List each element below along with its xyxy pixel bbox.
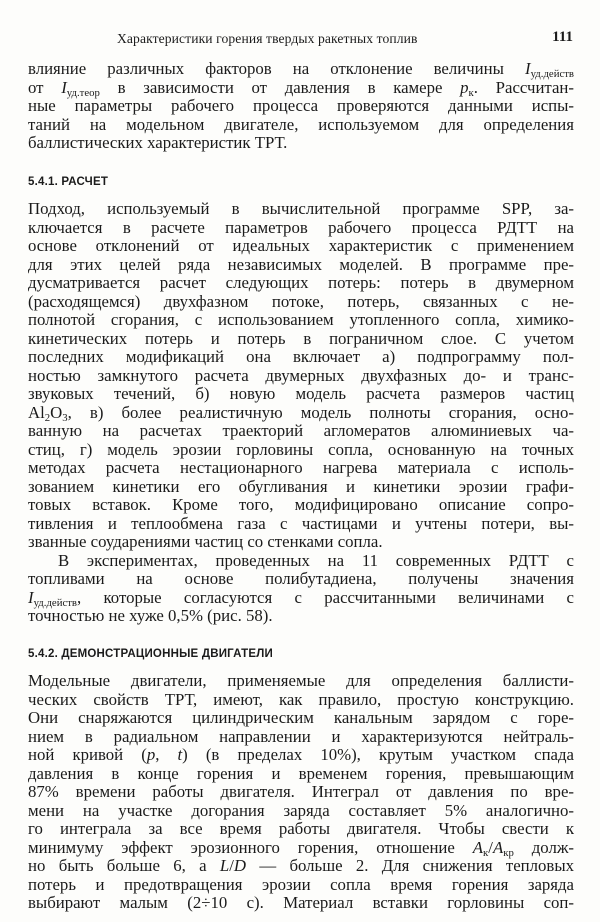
text-run: /	[229, 856, 234, 875]
text-run: баллистических характеристик ТРТ.	[28, 133, 288, 152]
page-number: 111	[552, 29, 573, 45]
math-symbol: I	[61, 77, 67, 97]
text-run: ные параметры рабочего процесса проверяются данными испы-	[28, 96, 574, 115]
text-line	[28, 691, 574, 710]
text-line	[28, 348, 574, 367]
text-run: но быть больше 6, а	[28, 856, 220, 875]
text-line	[28, 116, 574, 135]
text-run: топливами на основе полибутадиена, получены значения	[28, 569, 574, 588]
subscript: 2	[44, 411, 51, 424]
paragraph	[28, 672, 574, 913]
text-run: /	[488, 837, 493, 857]
math-symbol: p	[460, 77, 469, 97]
text-line	[28, 589, 574, 608]
text-line	[28, 385, 574, 404]
math-symbol: A	[472, 837, 484, 857]
text-line	[28, 478, 574, 497]
text-run: методах расчета нестационарного нагрева материала с исполь-	[28, 458, 574, 477]
text-line	[28, 459, 574, 478]
math-symbol: p	[146, 745, 156, 764]
text-line	[28, 783, 574, 802]
text-line	[28, 820, 574, 839]
text-run: Модельные двигатели, применяемые для определения баллисти-	[28, 671, 574, 690]
text-run: полнотой сгорания, с использованием утопленного сопла, химико-	[28, 310, 574, 329]
text-line	[28, 237, 574, 256]
paragraph	[28, 552, 574, 626]
text-run: O	[50, 402, 63, 422]
text-run: Al	[28, 402, 45, 422]
text-line	[28, 219, 574, 238]
running-header-title: Характеристики горения твердых ракетных топлив	[117, 31, 418, 46]
text-line	[28, 894, 574, 913]
text-run: товых вставок. Кроме того, модифицировано описание сопро-	[28, 495, 574, 514]
text-line	[28, 134, 574, 153]
text-line	[28, 422, 574, 441]
text-line	[28, 60, 574, 79]
text-line	[28, 607, 574, 626]
text-run: последних модификаций она включает а) подпрограмму пол-	[28, 347, 574, 366]
math-symbol: t	[177, 745, 183, 764]
text-run: таний на модельном двигателе, используемом для определения	[28, 114, 574, 134]
text-run: от	[28, 77, 62, 97]
text-run: тивления и теплообмена газа с частицами и учтены потери, вы-	[28, 513, 574, 533]
text-run: давления в конце горения и временем горения, превышающим	[28, 763, 574, 783]
math-symbol: I	[28, 587, 34, 607]
text-run: выбирают малым (2÷10 с). Материал вставки горловины соп-	[28, 893, 574, 912]
text-line	[28, 515, 574, 534]
text-run: , в) более реалистичную модель полноты сгорания, осно-	[67, 402, 574, 422]
text-line	[28, 533, 574, 552]
text-run: минимуму эффект эрозионного горения, отношение	[28, 837, 473, 857]
text-run: точностью не хуже 0,5% (рис. 58).	[28, 606, 273, 625]
continuation-paragraph	[28, 60, 574, 153]
text-run: для этих целей ряда независимых моделей. В программе пре-	[28, 254, 574, 274]
text-run: в зависимости от давления в камере	[99, 77, 461, 97]
subscript: уд.действ	[530, 68, 574, 80]
text-line	[28, 330, 574, 349]
text-run: ческих свойств ТРТ, имеют, как правило, простую конструкцию.	[28, 689, 574, 709]
math-symbol: I	[525, 59, 531, 78]
text-run: стиц, г) модель эрозии горловины сопла, основанную на точных	[28, 439, 574, 459]
text-line	[28, 496, 574, 515]
text-line	[28, 746, 574, 765]
text-line	[28, 728, 574, 747]
text-run: ной кривой (	[28, 745, 147, 764]
text-run: нием в радиальном направлении и характеризуются нейтраль-	[28, 726, 574, 746]
math-symbol: A	[492, 837, 504, 857]
text-run: мени на участке догорания заряда составляет 5% аналогично-	[28, 800, 574, 820]
text-run: основе отклонений от идеальных характеристик с применением	[28, 236, 574, 255]
text-line	[28, 570, 574, 589]
section-heading: 5.4.1. РАСЧЕТ	[28, 176, 109, 188]
text-line	[28, 839, 574, 858]
text-run: званные соударениями частиц со стенками сопла.	[28, 532, 383, 551]
math-symbol: D	[233, 856, 247, 875]
text-run: ) (в пределах 10%), крутым участком спада	[182, 745, 574, 764]
subscript: уд.действ	[33, 596, 77, 609]
text-line	[28, 857, 574, 876]
text-line	[28, 441, 574, 460]
text-run: 87% времени работы двигателя. Интеграл от давления по вре-	[28, 782, 574, 801]
text-line	[28, 200, 574, 219]
text-run: . Рассчитан-	[473, 77, 574, 97]
text-run: кинетических потерь и потерь в пограничном слое. С учетом	[28, 328, 574, 348]
text-line	[28, 256, 574, 275]
text-run: В экспериментах, проведенных на 11 современных РДТТ с	[58, 550, 574, 570]
text-line	[28, 765, 574, 784]
text-run: ,	[155, 745, 178, 764]
text-line	[28, 293, 574, 312]
text-run: Они снаряжаются цилиндрическим канальным зарядом с горе-	[28, 708, 574, 727]
text-line	[28, 79, 574, 98]
text-run: — больше 2. Для снижения тепловых	[246, 856, 574, 875]
math-symbol: L	[219, 856, 230, 875]
text-run: дусматривается расчет следующих потерь: потерь в двумерном	[28, 273, 574, 292]
text-line	[28, 802, 574, 821]
text-run: потерь и предотвращения эрозии сопла время горения заряда	[28, 874, 574, 894]
text-run: звуковых течений, б) новую модель расчета размеров частиц	[28, 384, 574, 403]
text-line	[28, 552, 574, 571]
text-run: зованием кинетики его обугливания и кинетики эрозии графи-	[28, 476, 574, 496]
text-run: ключается в расчете параметров рабочего процесса РДТТ на	[28, 217, 574, 237]
subscript: к	[468, 86, 474, 99]
paragraph	[28, 200, 574, 552]
section-heading: 5.4.2. ДЕМОНСТРАЦИОННЫЕ ДВИГАТЕЛИ	[28, 648, 273, 660]
subscript: кр	[503, 846, 514, 859]
text-run: долж-	[513, 837, 574, 857]
subscript: уд.теор	[66, 86, 100, 99]
text-run: влияние различных факторов на отклонение величины	[28, 59, 525, 78]
text-line	[28, 367, 574, 386]
text-line	[28, 404, 574, 423]
text-line	[28, 97, 574, 116]
text-line	[28, 876, 574, 895]
text-line	[28, 311, 574, 330]
text-run: ванную на расчетах траекторий агломератов алюминиевых ча-	[28, 421, 574, 440]
text-run: (расходящемся) двухфазном потоке, потерь, связанных с не-	[28, 291, 574, 311]
subscript: 3	[62, 411, 68, 424]
text-run: го интеграла за все время работы двигателя. Чтобы свести к	[28, 819, 574, 838]
text-run: Подход, используемый в вычислительной программе SPP, за-	[28, 199, 574, 218]
text-line	[28, 274, 574, 293]
subscript: к	[483, 846, 489, 859]
text-run: , которые согласуются с рассчитанными величинами с	[77, 587, 574, 607]
text-run: ностью замкнутого расчета двумерных двухфазных до- и транс-	[28, 365, 574, 385]
text-line	[28, 709, 574, 728]
text-line	[28, 672, 574, 691]
